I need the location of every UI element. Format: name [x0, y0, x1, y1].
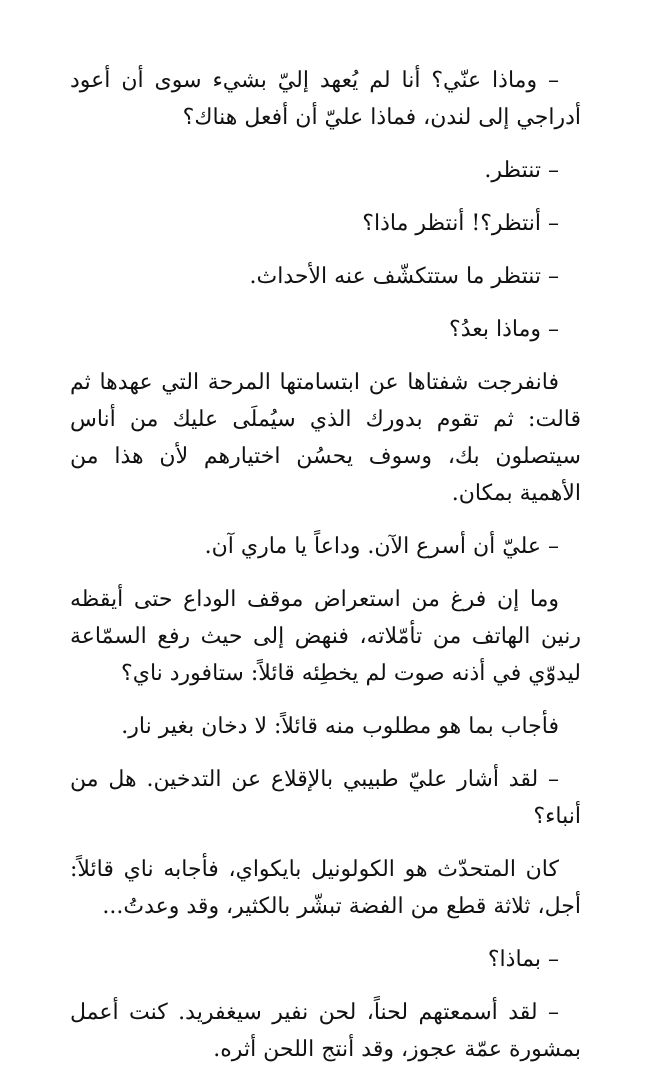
- narrative-paragraph: فأجاب بما هو مطلوب منه قائلاً: لا دخان بغير نار.: [121, 714, 559, 739]
- dialogue-paragraph: – عليّ أن أسرع الآن. وداعاً يا ماري آن.: [204, 534, 559, 559]
- dialogue-paragraph: – لقد أشار عليّ طبيبي بالإقلاع عن التدخين. هل من أنباء؟: [70, 767, 581, 829]
- narrative-paragraph: كان المتحدّث هو الكولونيل بايكواي، فأجابه ناي قائلاً: أجل، ثلاثة قطع من الفضة تبشّر بالكثير، وقد وعدتُ...: [70, 857, 581, 919]
- dialogue-paragraph: – وماذا بعدُ؟: [449, 317, 559, 342]
- dialogue-paragraph: – لقد أسمعتهم لحناً، لحن نفير سيغفريد. كنت أعمل بمشورة عمّة عجوز، وقد أنتج اللحن أثره.: [70, 1000, 581, 1062]
- narrative-paragraph: وما إن فرغ من استعراض موقف الوداع حتى أيقظه رنين الهاتف من تأمّلاته، فنهض إلى حيث رفع السمّاعة ليدوّي في أذنه صوت لم يخطِئه قائلاً: ستافورد ناي؟: [70, 587, 581, 686]
- narrative-paragraph: فانفرجت شفتاها عن ابتسامتها المرحة التي عهدها ثم قالت: ثم تقوم بدورك الذي سيُملَى عليك من أناس سيتصلون بك، وسوف يحسُن اختيارهم لأن هذا من الأهمية بمكان.: [70, 370, 581, 506]
- dialogue-paragraph: – تنتظر.: [484, 158, 559, 183]
- dialogue-paragraph: – تنتظر ما ستتكشّف عنه الأحداث.: [249, 264, 559, 289]
- dialogue-paragraph: – أنتظر؟! أنتظر ماذا؟: [362, 211, 559, 236]
- dialogue-paragraph: – وماذا عنّي؟ أنا لم يُعهد إليّ بشيء سوى أن أعود أدراجي إلى لندن، فماذا عليّ أن أفعل هناك؟: [70, 68, 581, 130]
- dialogue-paragraph: – بماذا؟: [487, 947, 559, 972]
